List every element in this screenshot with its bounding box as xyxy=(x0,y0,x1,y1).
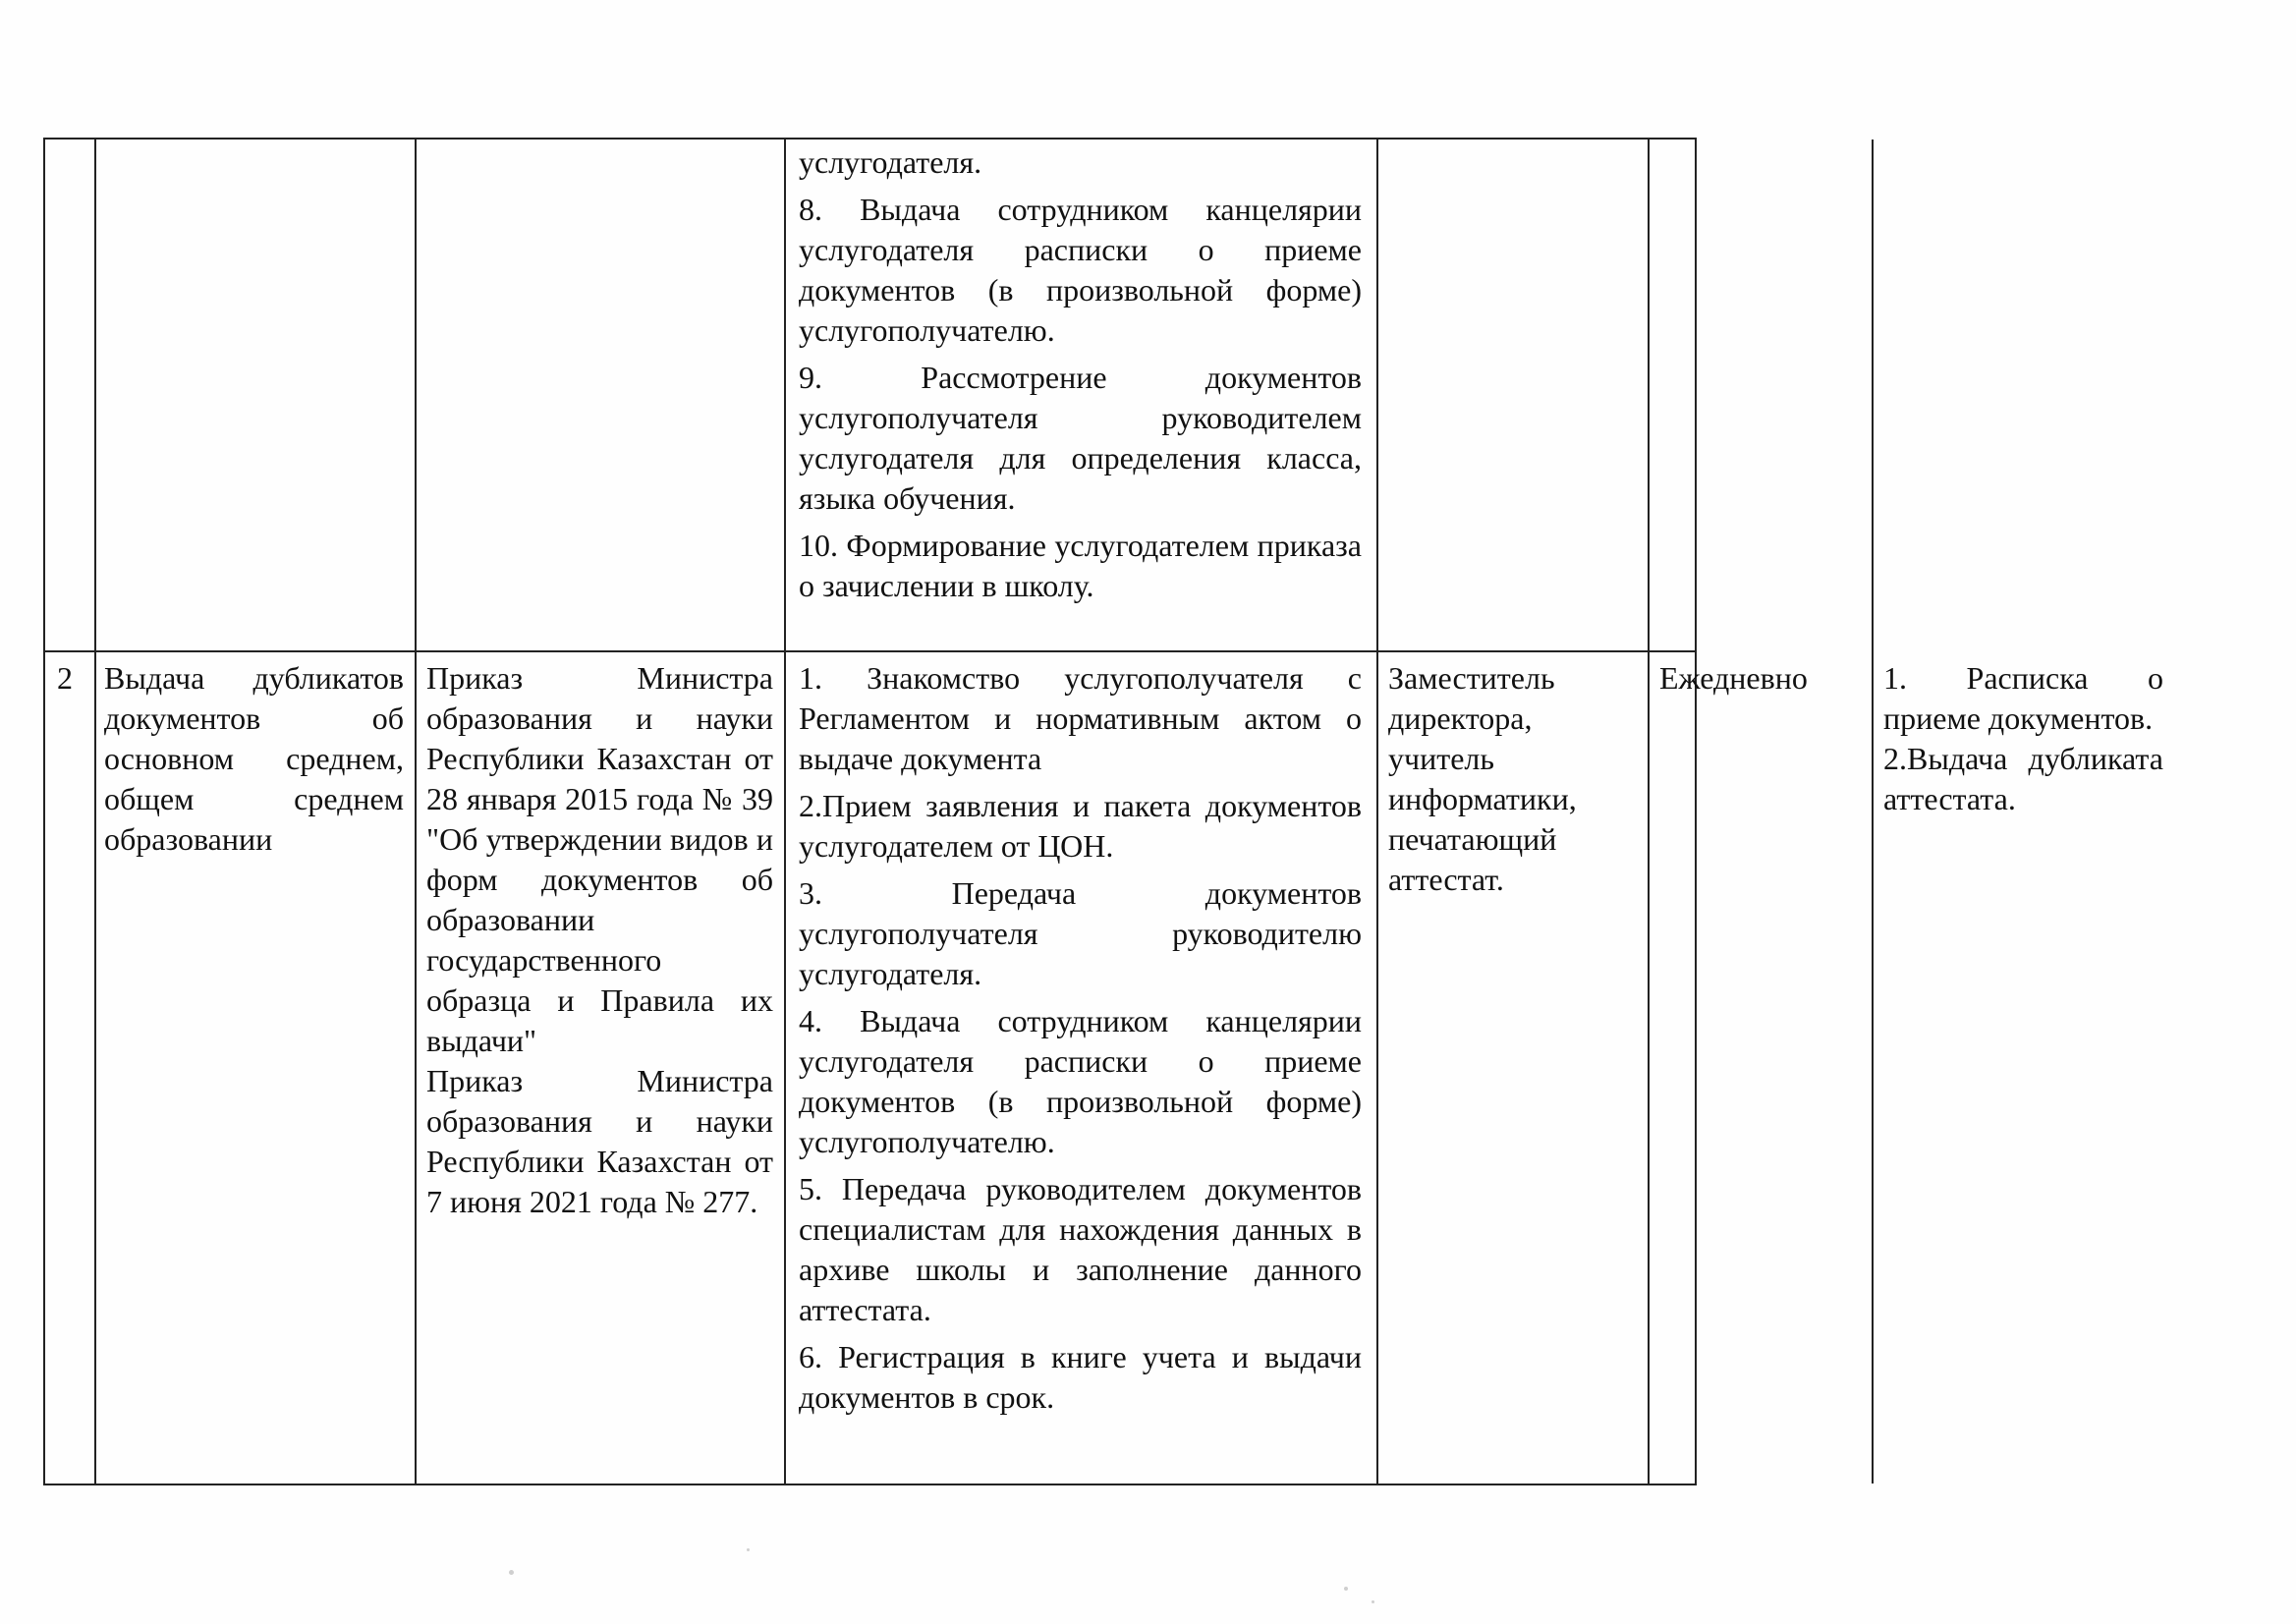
scan-speck xyxy=(747,1548,750,1551)
scan-speck xyxy=(1372,1600,1374,1603)
continued-step-3: 9. Рассмотрение документов услугополучателя руководителем услугодателя для определения класса, языка обучения. xyxy=(799,360,1362,516)
responsible-person: Заместитель директора, учитель информатики, печатающий аттестат. xyxy=(1388,660,1577,897)
legal-basis-second-order: Приказ Министра образования и науки Республики Казахстан от 7 июня 2021 года № 277. xyxy=(426,1063,773,1219)
scan-speck xyxy=(509,1570,514,1575)
table-column-divider xyxy=(1648,140,1650,1484)
process-step-5: 5. Передача руководителем документов специалистам для нахождения данных в архиве школы и заполнение данного аттестата. xyxy=(799,1171,1362,1327)
service-results xyxy=(1883,658,2163,816)
frequency: Ежедневно xyxy=(1659,660,1808,696)
table-column-divider xyxy=(1376,140,1378,1484)
row-number: 2 xyxy=(57,660,73,696)
service-table xyxy=(43,138,2163,1485)
result-2: 2.Выдача дубликата аттестата. xyxy=(1883,741,2163,816)
process-steps xyxy=(799,658,1362,1484)
process-step-3: 3. Передача документов услугополучателя руководителю услугодателя. xyxy=(799,875,1362,991)
scan-speck xyxy=(1344,1587,1348,1591)
continued-process-steps xyxy=(799,142,1362,644)
service-name: Выдача дубликатов документов об основном среднем, общем среднем образовании xyxy=(104,660,404,857)
table-column-divider xyxy=(784,140,786,1484)
result-1: 1. Расписка о приеме документов. xyxy=(1883,660,2163,736)
process-step-1: 1. Знакомство услугополучателя с Регламентом и нормативным актом о выдаче документа xyxy=(799,660,1362,776)
legal-basis-first-order: Приказ Министра образования и науки Республики Казахстан от 28 января 2015 года № 39 "Об утверждении видов и форм документов об образовании государственного образца и Правила их выдачи" xyxy=(426,660,773,1058)
process-step-2: 2.Прием заявления и пакета документов услугодателем от ЦОН. xyxy=(799,788,1362,864)
process-step-4: 4. Выдача сотрудником канцелярии услугодателя расписки о приеме документов (в произвольной форме) услугополучателю. xyxy=(799,1003,1362,1159)
continued-step-4: 10. Формирование услугодателем приказа о зачислении в школу. xyxy=(799,528,1362,603)
table-column-divider xyxy=(1872,140,1874,1484)
table-column-divider xyxy=(94,140,96,1484)
table-column-divider xyxy=(415,140,417,1484)
continued-step-2: 8. Выдача сотрудником канцелярии услугодателя расписки о приеме документов (в произвольной форме) услугополучателю. xyxy=(799,192,1362,348)
table-row-divider xyxy=(45,650,1695,652)
process-step-6: 6. Регистрация в книге учета и выдачи документов в срок. xyxy=(799,1339,1362,1415)
continued-step-1: услугодателя. xyxy=(799,144,982,180)
legal-basis xyxy=(426,658,773,1385)
